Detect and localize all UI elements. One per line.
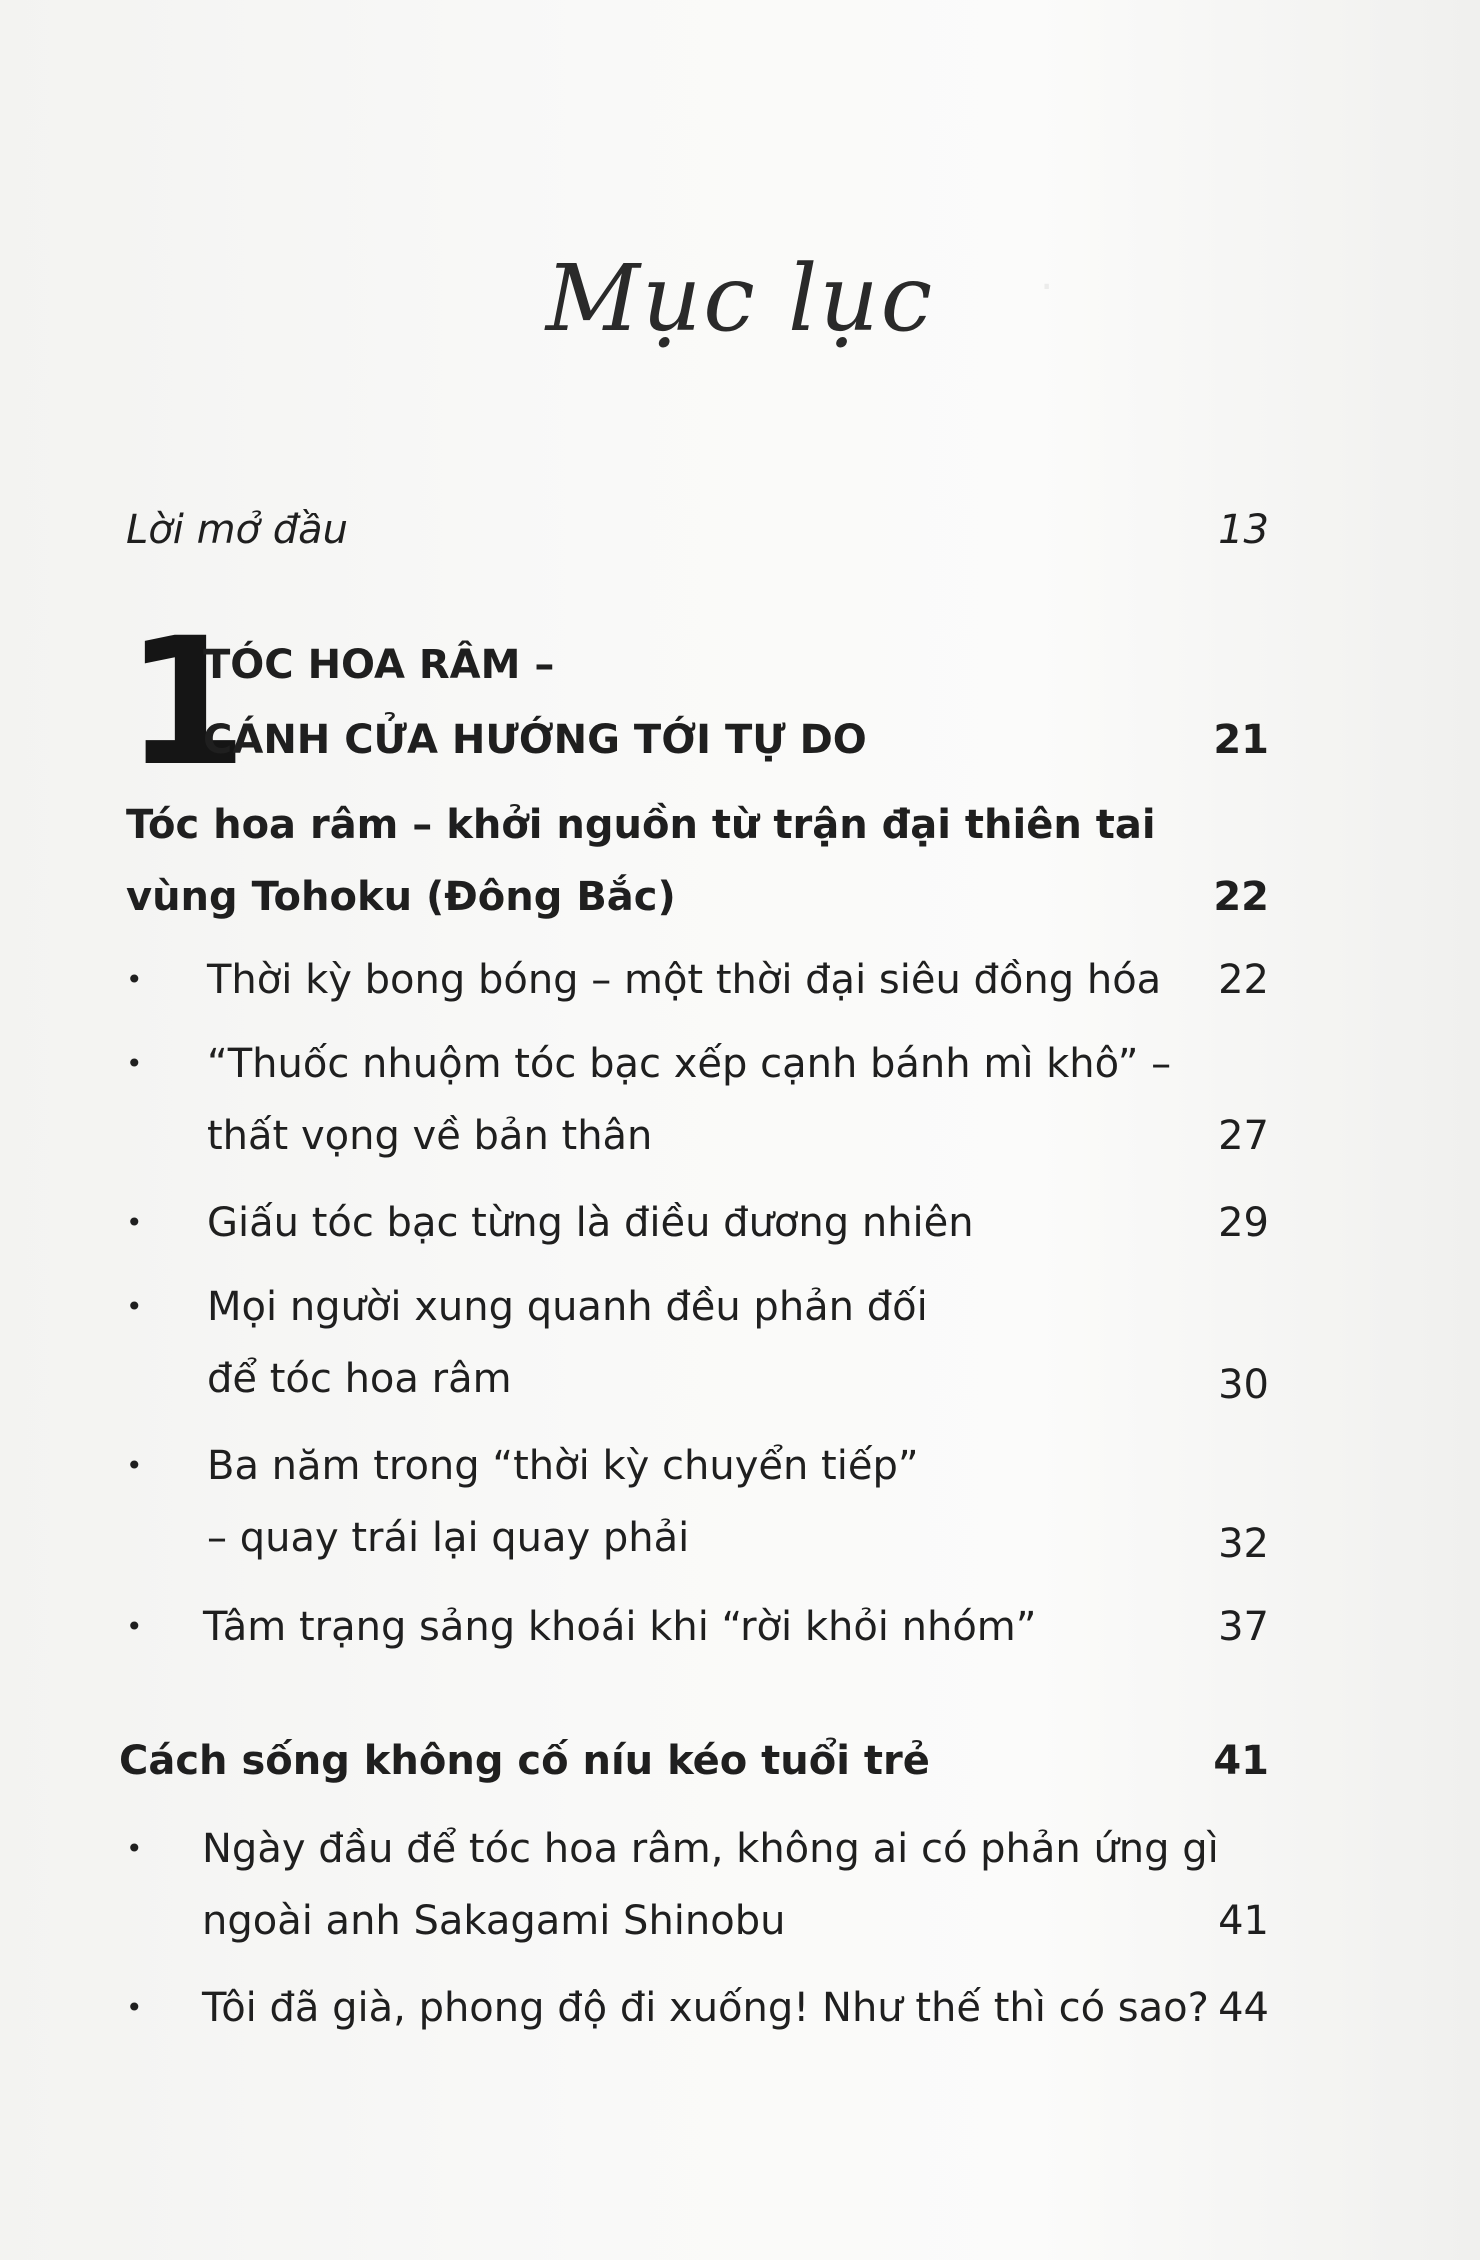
page-title: Mục lục bbox=[545, 245, 935, 352]
toc-item-text: Mọi người xung quanh đều phản đối bbox=[207, 1284, 928, 1330]
toc-item-text: “Thuốc nhuộm tóc bạc xếp cạnh bánh mì khô” – bbox=[207, 1041, 1172, 1087]
toc-item-page: 32 bbox=[1218, 1521, 1269, 1567]
chapter-title-line-2: CÁNH CỬA HƯỚNG TỚI TỰ DO bbox=[203, 717, 867, 763]
bullet-icon: • bbox=[126, 1206, 143, 1239]
toc-item-text: Thời kỳ bong bóng – một thời đại siêu đồng hóa bbox=[207, 957, 1162, 1003]
toc-item-text: Ngày đầu để tóc hoa râm, không ai có phản ứng gì bbox=[202, 1826, 1219, 1872]
toc-item-page: 37 bbox=[1218, 1604, 1269, 1650]
bullet-icon: • bbox=[126, 1991, 143, 2024]
toc-item-text: Tâm trạng sảng khoái khi “rời khỏi nhóm” bbox=[203, 1604, 1037, 1650]
toc-item-page: 27 bbox=[1218, 1113, 1269, 1159]
toc-item-text: Ba năm trong “thời kỳ chuyển tiếp” bbox=[207, 1443, 919, 1489]
toc-item-page: 44 bbox=[1218, 1985, 1269, 2031]
toc-item-page: 30 bbox=[1218, 1362, 1269, 1408]
toc-item-page: 41 bbox=[1218, 1898, 1269, 1944]
toc-item-text-line-2: để tóc hoa râm bbox=[207, 1356, 512, 1402]
toc-item-page: 29 bbox=[1218, 1200, 1269, 1246]
chapter-number: 1 bbox=[125, 600, 248, 805]
toc-item-text-line-2: thất vọng về bản thân bbox=[207, 1113, 653, 1159]
section-1-title-line-1: Tóc hoa râm – khởi nguồn từ trận đại thiên tai bbox=[126, 802, 1156, 848]
bullet-icon: • bbox=[126, 1610, 143, 1643]
toc-item-text-line-2: – quay trái lại quay phải bbox=[207, 1515, 690, 1561]
toc-item-text-line-2: ngoài anh Sakagami Shinobu bbox=[202, 1898, 786, 1944]
preface-label: Lời mở đầu bbox=[126, 507, 348, 553]
show-through-text: · bbox=[1040, 262, 1054, 311]
section-2-title: Cách sống không cố níu kéo tuổi trẻ bbox=[119, 1738, 930, 1784]
section-1-page: 22 bbox=[1213, 874, 1269, 920]
toc-item-text: Giấu tóc bạc từng là điều đương nhiên bbox=[207, 1200, 974, 1246]
bullet-icon: • bbox=[126, 963, 143, 996]
bullet-icon: • bbox=[126, 1832, 143, 1865]
toc-item-text: Tôi đã già, phong độ đi xuống! Như thế thì có sao? bbox=[202, 1985, 1209, 2031]
section-1-title-line-2: vùng Tohoku (Đông Bắc) bbox=[126, 874, 676, 920]
section-2-page: 41 bbox=[1213, 1738, 1269, 1784]
toc-item-page: 22 bbox=[1218, 957, 1269, 1003]
preface-page: 13 bbox=[1218, 507, 1269, 553]
chapter-title-line-1: TÓC HOA RÂM – bbox=[203, 642, 555, 688]
bullet-icon: • bbox=[126, 1290, 143, 1323]
chapter-page: 21 bbox=[1213, 717, 1269, 763]
bullet-icon: • bbox=[126, 1449, 143, 1482]
bullet-icon: • bbox=[126, 1047, 143, 1080]
